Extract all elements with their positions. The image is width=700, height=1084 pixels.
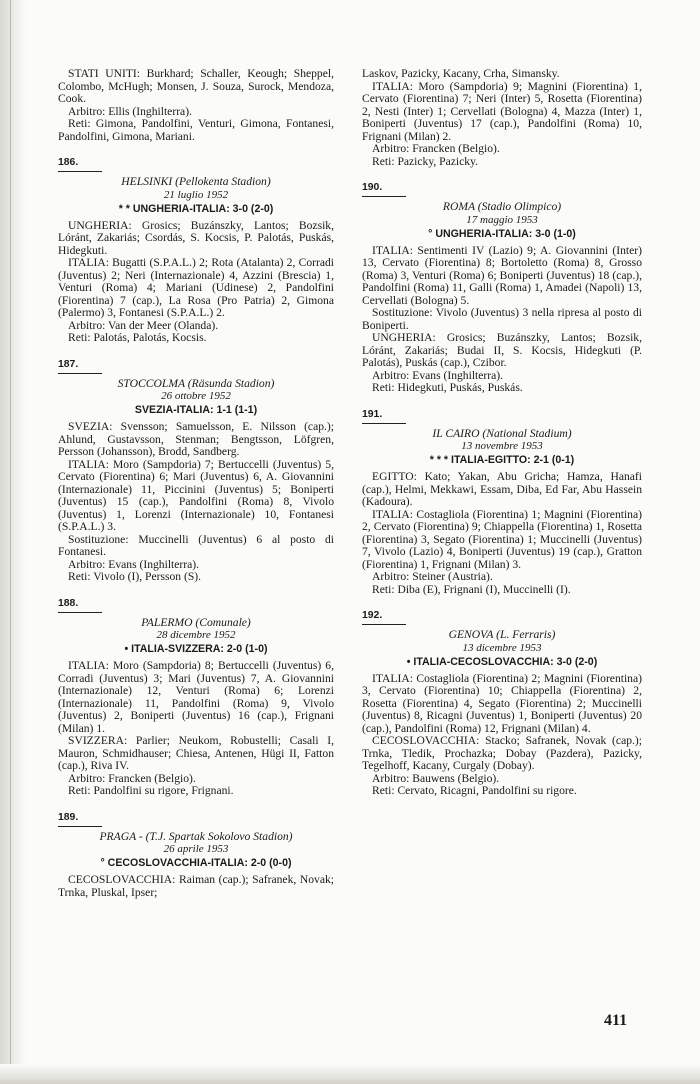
match-192-lineup-2: CECOSLOVACCHIA: Stacko; Safranek, Novak (cap.); Trnka, Tledik, Prochazka; Dobay (Pazdera), Pazicky, Tegelhoff, Kacany, Curgaly (Dobay). bbox=[362, 734, 642, 772]
match-192-lineup-1: ITALIA: Costagliola (Fiorentina) 2; Magnini (Fiorentina) 3, Cervato (Fiorentina) 10; Chiappella (Fiorentina) 2, Rosetta (Fiorentina) 4, Segato (Fiorentina) 2; Muccinelli (Juventus) 8, Ricagni (Juventus) 1, Boniperti (Juventus) 20 (cap.), Pandolfini (Roma) 12, Frignani (Milan) 4. bbox=[362, 671, 642, 735]
intro-arbitro: Arbitro: Ellis (Inghilterra). bbox=[68, 104, 192, 118]
match-190-lineup-2: UNGHERIA: Grosics; Buzánszky, Lantos; Bozsik, Lóránt, Zakariás; Budai II, S. Kocsis, Hidegkuti (P. Palotás), Puskás (cap.), Czibor. bbox=[362, 331, 642, 369]
match-186-date: 21 luglio 1952 bbox=[163, 188, 229, 201]
match-number-187: 187. bbox=[58, 359, 102, 374]
match-190-sostituzione: Sostituzione: Vivolo (Juventus) 3 nella ripresa al posto di Boniperti. bbox=[362, 306, 642, 332]
match-190-date: 17 maggio 1953 bbox=[466, 213, 538, 226]
match-189-lineup-1-cont: Laskov, Pazicky, Kacany, Crha, Simansky. bbox=[362, 67, 560, 80]
match-190-arbitro: Arbitro: Evans (Inghilterra). bbox=[372, 368, 504, 382]
match-189-arbitro: Arbitro: Francken (Belgio). bbox=[372, 142, 500, 155]
match-189-lineup-2: ITALIA: Moro (Sampdoria) 9; Magnini (Fiorentina) 1, Cervato (Fiorentina) 7; Neri (Inter) 5, Rosetta (Fiorentina) 2, Nesti (Inter) 1; Cervellati (Bologna) 4, Mazza (Inter) 1, Boniperti (Juventus) 17 (cap.), Pandolfini (Roma) 10, Frignani (Milan) 2. bbox=[362, 79, 642, 143]
match-187-lineup-2: ITALIA: Moro (Sampdoria) 7; Bertuccelli (Juventus) 5, Cervato (Fiorentina) 6; Mari (Juventus) 6, A. Giovannini (Internazionale) 11, Piccinini (Juventus) 5; Boniperti (Juventus) 15 (cap.), Pandolfini (Roma) 8, Vivolo (Juventus) 1, Lorenzi (Internazionale) 10, Fontanesi (S.P.A.L.) 3. bbox=[58, 457, 334, 533]
match-192-result: • ITALIA-CECOSLOVACCHIA: 3-0 (2-0) bbox=[406, 655, 598, 668]
match-number-189: 189. bbox=[58, 812, 102, 827]
match-191-arbitro: Arbitro: Steiner (Austria). bbox=[372, 570, 493, 583]
match-192-venue: GENOVA (L. Ferraris) bbox=[448, 628, 556, 641]
match-186-result: * * UNGHERIA-ITALIA: 3-0 (2-0) bbox=[118, 202, 274, 215]
match-191-venue: IL CAIRO (National Stadium) bbox=[432, 426, 572, 440]
match-187-sostituzione: Sostituzione: Muccinelli (Juventus) 6 al posto di Fontanesi. bbox=[58, 532, 334, 558]
match-190-lineup-1: ITALIA: Sentimenti IV (Lazio) 9; A. Giovannini (Inter) 13, Cervato (Fiorentina) 8; Bortoletto (Roma) 8, Grosso (Roma) 3, Venturi (Roma) 6; Boniperti (Juventus) 18 (cap.), Pandolfini (Roma) 11, Galli (Roma) 1, Amadei (Napoli) 13, Cervellati (Bologna) 5. bbox=[362, 243, 642, 307]
intro-reti: Reti: Gimona, Pandolfini, Venturi, Gimona, Fontanesi, Pandolfini, Gimona, Mariani. bbox=[58, 117, 334, 143]
match-192-reti: Reti: Cervato, Ricagni, Pandolfini su rigore. bbox=[372, 784, 577, 797]
match-number-192: 192. bbox=[362, 610, 406, 625]
page-bottom-edge bbox=[0, 1064, 700, 1084]
match-186-venue: HELSINKI (Pellokenta Stadion) bbox=[121, 175, 271, 188]
match-187-result: SVEZIA-ITALIA: 1-1 (1-1) bbox=[134, 404, 258, 416]
match-191-lineup-1: EGITTO: Kato; Yakan, Abu Gricha; Hamza, Hanafi (cap.), Helmi, Mekkawi, Essam, Diba, Ed Far, Abu Hassein (Kadoura). bbox=[362, 470, 642, 508]
match-188-reti: Reti: Pandolfini su rigore, Frignani. bbox=[68, 784, 234, 797]
match-187-lineup-1: SVEZIA: Svensson; Samuelsson, E. Nilsson (cap.); Ahlund, Gustavsson, Stenman; Bengtsson, Löfgren, Persson (Johansson), Brodd, Sandberg. bbox=[58, 420, 334, 458]
match-188-date: 28 dicembre 1952 bbox=[156, 629, 236, 641]
match-188-lineup-1: ITALIA: Moro (Sampdoria) 8; Bertuccelli (Juventus) 6, Corradi (Juventus) 3; Mari (Juventus) 7, A. Giovannini (Internazionale) 12, Venturi (Roma) 6; Lorenzi (Internazionale) 11, Pandolfini (Roma) 9, Vivolo (Juventus) 2, Boniperti (Juventus) 16 (cap.), Frignani (Milan) 1. bbox=[58, 659, 334, 735]
page-number: 411 bbox=[604, 1012, 628, 1029]
match-192-date: 13 dicembre 1953 bbox=[462, 641, 542, 654]
match-number-188: 188. bbox=[58, 598, 102, 613]
match-189-lineup-1: CECOSLOVACCHIA: Raiman (cap.); Safranek, Novak; Trnka, Pluskal, Ipser; bbox=[58, 873, 334, 899]
left-column bbox=[58, 68, 334, 899]
match-190-venue: ROMA (Stadio Olimpico) bbox=[442, 200, 562, 213]
right-column bbox=[362, 68, 642, 798]
match-189-reti: Reti: Pazicky, Pazicky. bbox=[372, 154, 479, 168]
match-number-186: 186. bbox=[58, 157, 102, 172]
match-189-date: 26 aprile 1953 bbox=[163, 843, 229, 855]
match-190-reti: Reti: Hidegkuti, Puskás, Puskás. bbox=[372, 381, 523, 394]
match-187-venue: STOCCOLMA (Räsunda Stadion) bbox=[117, 376, 275, 390]
match-187-date: 26 ottobre 1952 bbox=[161, 390, 231, 402]
match-191-result: * * * ITALIA-EGITTO: 2-1 (0-1) bbox=[429, 454, 575, 466]
match-191-reti: Reti: Diba (E), Frignani (I), Muccinelli (I). bbox=[372, 582, 571, 596]
match-188-arbitro: Arbitro: Francken (Belgio). bbox=[68, 771, 196, 785]
match-186-lineup-2: ITALIA: Bugatti (S.P.A.L.) 2; Rota (Atalanta) 2, Corradi (Juventus) 2; Neri (Internazionale) 4, Azzini (Brescia) 1, Venturi (Roma) 4; Mariani (Udinese) 2, Pandolfini (Fiorentina) 7 (cap.), La Rosa (Pro Patria) 2, Gimona (Palermo) 3, Fontanesi (S.P.A.L.) 2. bbox=[58, 256, 334, 319]
match-191-date: 13 novembre 1953 bbox=[461, 440, 543, 452]
match-number-190: 190. bbox=[362, 182, 406, 197]
match-189-result: ° CECOSLOVACCHIA-ITALIA: 2-0 (0-0) bbox=[100, 857, 292, 869]
match-192-arbitro: Arbitro: Bauwens (Belgio). bbox=[372, 771, 500, 785]
match-188-lineup-2: SVIZZERA: Parlier; Neukom, Robustelli; Casali I, Mauron, Schmidhauser; Chiesa, Antenen, Hügi II, Fatton (cap.), Riva IV. bbox=[58, 734, 334, 772]
match-187-reti: Reti: Vivolo (I), Persson (S). bbox=[68, 570, 202, 583]
match-186-reti: Reti: Palotás, Palotás, Kocsis. bbox=[68, 331, 207, 344]
match-190-result: ° UNGHERIA-ITALIA: 3-0 (1-0) bbox=[428, 227, 576, 240]
match-187-arbitro: Arbitro: Evans (Inghilterra). bbox=[68, 557, 200, 571]
match-189-venue: PRAGA - (T.J. Spartak Sokolovo Stadion) bbox=[99, 829, 293, 843]
match-186-lineup-1: UNGHERIA: Grosics; Buzánszky, Lantos; Bozsik, Lóránt, Zakariás; Csordás, S. Kocsis, P. Palotás, Puskás, Hidegkuti. bbox=[58, 218, 334, 257]
binding-shadow bbox=[0, 0, 26, 1084]
match-number-191: 191. bbox=[362, 409, 406, 424]
binding-edge-line bbox=[10, 0, 11, 1084]
intro-lineup: STATI UNITI: Burkhard; Schaller, Keough; Sheppel, Colombo, McHugh; Monsen, J. Souza, Surock, Mendoza, Cook. bbox=[58, 67, 334, 105]
match-186-arbitro: Arbitro: Van der Meer (Olanda). bbox=[68, 318, 219, 332]
match-191-lineup-2: ITALIA: Costagliola (Fiorentina) 1; Magnini (Fiorentina) 2, Cervato (Fiorentina) 9; Chiappella (Fiorentina) 1, Rosetta (Fiorentina) 3, Segato (Fiorentina) 1; Muccinelli (Juventus) 7, Vivolo (Lazio) 4, Boniperti (Juventus) 19 (cap.), Gratton (Fiorentina) 1, Frignani (Milan) 3. bbox=[362, 507, 642, 571]
match-188-venue: PALERMO (Comunale) bbox=[141, 615, 251, 629]
match-188-result: • ITALIA-SVIZZERA: 2-0 (1-0) bbox=[124, 643, 268, 655]
